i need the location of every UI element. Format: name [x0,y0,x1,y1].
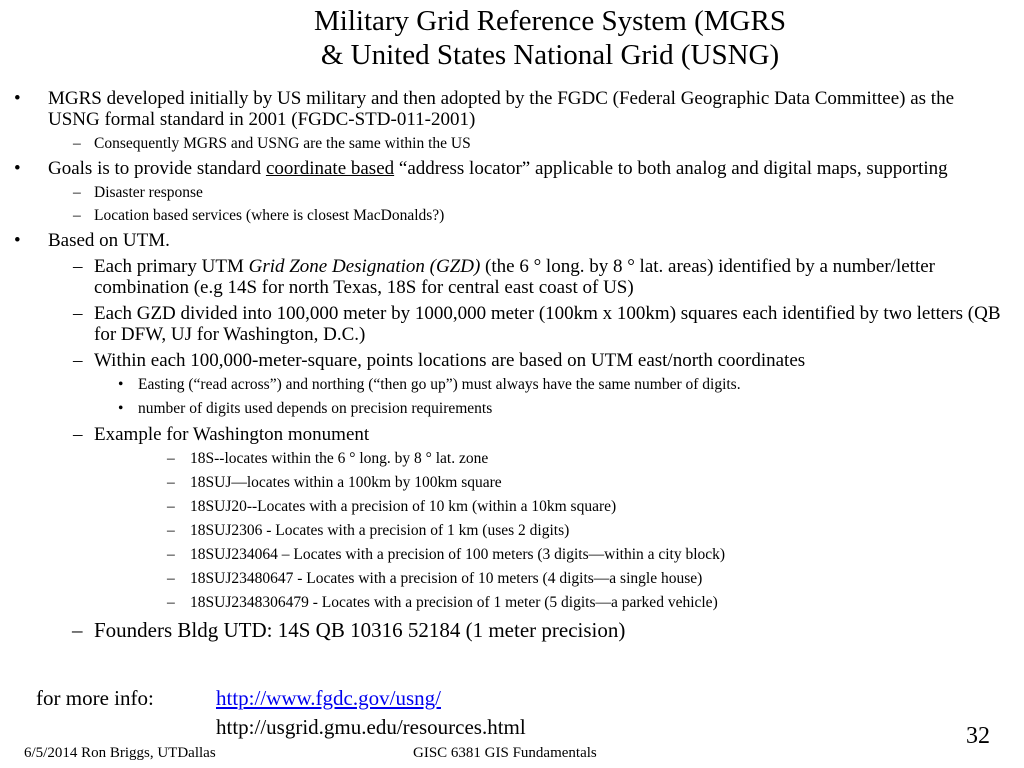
title-line-2: & United States National Grid (USNG) [320,39,780,71]
bullet-dash: – [167,594,175,611]
bullet-dash: – [167,450,175,467]
subbullet-100km-squares [0,303,1010,345]
bullet-dash: – [72,618,83,642]
subbullet-text-pre: Each primary UTM [94,256,249,277]
subsubbullet-text: number of digits used depends on precision requirements [138,400,493,417]
example-item [0,546,1010,564]
bullet-dash: – [167,522,175,539]
example-item [0,522,1010,540]
bullet-text: MGRS developed initially by US military and then adopted by the FGDC (Federal Geographic Data Committee) as the USNG formal standard in 2001 (FGDC-STD-011-2001) [48,88,955,130]
bullet-goals [0,158,1010,179]
example-text: 18SUJ2306 - Locates with a precision of 1 km (uses 2 digits) [190,522,570,539]
bullet-text: Based on UTM. [48,230,170,251]
italic-term: Grid Zone Designation (GZD) [248,256,481,277]
title-line-1: Military Grid Reference System (MGRS [314,5,786,37]
bullet-dash: – [73,303,83,324]
example-text: 18SUJ—locates within a 100km by 100km square [190,474,502,491]
bullet-dot: • [14,230,21,251]
example-text: 18SUJ234064 – Locates with a precision of 100 meters (3 digits—within a city block) [190,546,726,563]
bullet-based-on-utm [0,230,1010,251]
usgrid-resources-url: http://usgrid.gmu.edu/resources.html [216,715,526,739]
slide-title [120,4,980,72]
bullet-dash: – [73,135,81,152]
bullet-dash: – [73,184,81,201]
footer-date-author: 6/5/2014 Ron Briggs, UTDallas [24,745,216,761]
bullet-dot: • [14,158,21,179]
subsubbullet-easting-northing [0,376,1010,394]
example-text: 18SUJ23480647 - Locates with a precision of 10 meters (4 digits—a single house) [190,570,703,587]
example-item [0,498,1010,516]
subsubbullet-digits-precision [0,400,1010,418]
example-item [0,450,1010,468]
subbullet-utm-coordinates [0,350,1010,371]
bullet-dot: • [118,376,124,393]
subbullet-washington-example [0,424,1010,445]
subbullet-founders-bldg [0,618,1010,642]
bullet-dash: – [73,256,83,277]
example-text: 18S--locates within the 6 ° long. by 8 ° lat. zone [190,450,489,467]
example-text: 18SUJ2348306479 - Locates with a precision of 1 meter (5 digits—a parked vehicle) [190,594,718,611]
subbullet-text: Consequently MGRS and USNG are the same within the US [94,135,471,152]
bullet-dot: • [118,400,124,417]
slide-number: 32 [966,723,990,749]
bullet-dash: – [167,546,175,563]
footer-course: GISC 6381 GIS Fundamentals [413,745,597,761]
bullet-dash: – [167,474,175,491]
bullet-dash: – [167,570,175,587]
slide-body [0,88,1010,642]
bullet-dash: – [73,350,83,371]
subbullet-text: Each GZD divided into 100,000 meter by 1000,000 meter (100km x 100km) squares each identified by two letters (QB for DFW, UJ for Washington, D.C.) [94,303,1001,345]
example-text: 18SUJ20--Locates with a precision of 10 km (within a 10km square) [190,498,617,515]
bullet-dash: – [73,424,83,445]
subbullet-disaster [0,184,1010,202]
bullet-text-post: “address locator” applicable to both analog and digital maps, supporting [394,158,948,179]
bullet-text-pre: Goals is to provide standard [48,158,266,179]
subbullet-same-in-us [0,135,1010,153]
fgdc-usng-link[interactable]: http://www.fgdc.gov/usng/ [216,686,441,710]
example-item [0,570,1010,588]
bullet-mgrs-origin [0,88,1010,130]
bullet-dash: – [73,207,81,224]
underlined-term: coordinate based [265,158,395,179]
subbullet-location-services [0,207,1010,225]
more-info-label: for more info: [36,686,154,710]
bullet-dash: – [167,498,175,515]
subbullet-text: Within each 100,000-meter-square, points locations are based on UTM east/north coordinates [94,350,806,371]
subbullet-text: Founders Bldg UTD: 14S QB 10316 52184 (1 meter precision) [94,618,626,642]
subbullet-text: Location based services (where is closest MacDonalds?) [94,207,445,224]
example-item [0,474,1010,492]
subbullet-text-post: (the 6 ° long. by 8 ° lat. areas) identified by a number/letter combination (e.g 14S for north Texas, 18S for central east coast of US) [94,256,935,298]
subbullet-gzd [0,256,1010,298]
subbullet-text: Example for Washington monument [94,424,370,445]
bullet-dot: • [14,88,21,109]
subbullet-text: Disaster response [94,184,203,201]
example-item [0,594,1010,612]
subsubbullet-text: Easting (“read across”) and northing (“then go up”) must always have the same number of digits. [138,376,741,393]
